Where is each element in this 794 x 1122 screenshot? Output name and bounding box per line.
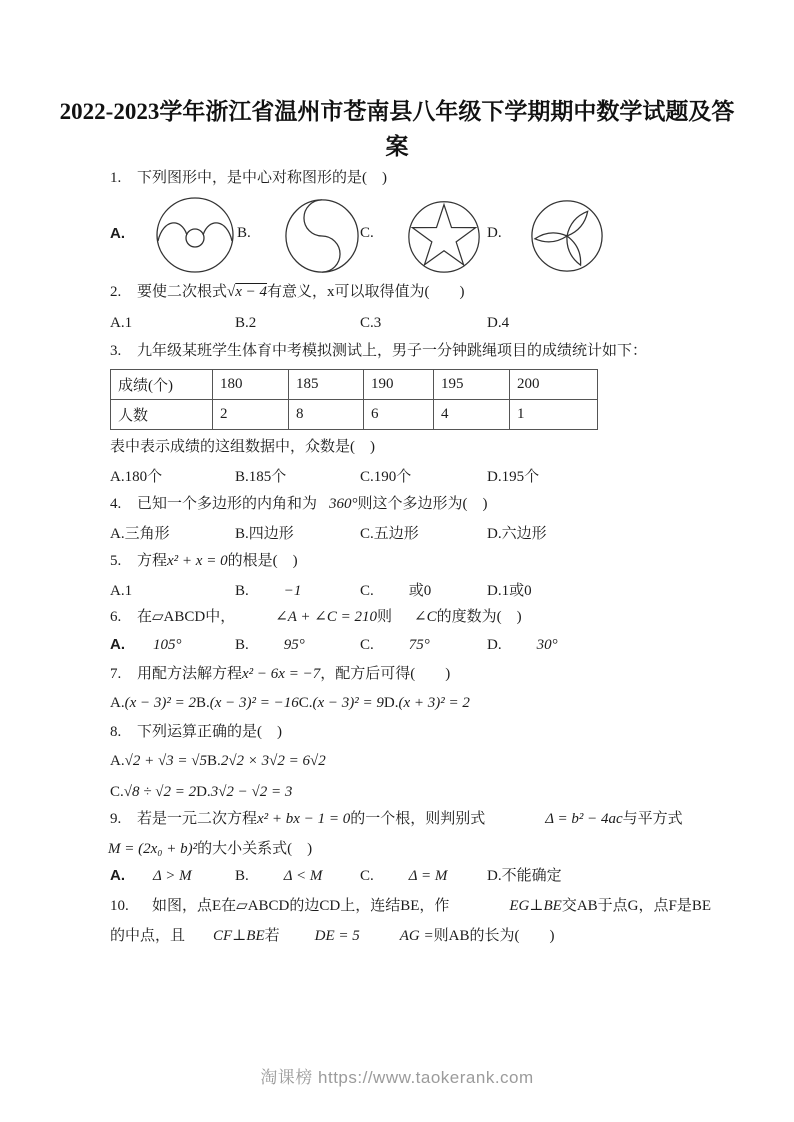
option-c-value: 或0 — [408, 583, 432, 599]
question-7-formula: x² − 6x = −7 — [242, 666, 321, 682]
question-10-text-pre: 如图，点E在▱ABCD的边CD上，连结BE，作 — [152, 898, 450, 914]
option-b: B.185个 — [235, 469, 287, 485]
table-cell: 185 — [289, 370, 364, 400]
option-d: D.195个 — [487, 469, 540, 485]
figure-label-d: D. — [487, 225, 502, 241]
option-a: A.180个 — [110, 469, 163, 485]
question-3-options — [110, 467, 540, 487]
question-10-formula3: DE = 5 — [314, 928, 360, 944]
question-10-line2 — [110, 926, 554, 946]
question-8-options-ab — [110, 751, 326, 771]
question-8 — [110, 722, 282, 742]
option-a — [110, 868, 192, 884]
question-1-number: 1. — [110, 170, 122, 186]
table-cell: 成绩(个) — [111, 370, 213, 400]
option-c-letter: C. — [298, 695, 313, 711]
option-b-formula: 2√2 × 3√2 = 6√2 — [220, 753, 326, 769]
question-4-text-post: 则这个多边形为( ) — [357, 496, 488, 512]
question-9-line2-text: 的大小关系式( ) — [197, 841, 313, 857]
question-6-mid: 则 — [377, 609, 393, 625]
question-2-text-post: 有意义，x可以取得值为( ) — [267, 284, 465, 300]
option-b-value: −1 — [283, 583, 302, 599]
option-a-formula: √2 + √3 = √5 — [124, 753, 208, 769]
footer-link[interactable]: 淘课榜 https://www.taokerank.com — [260, 1068, 534, 1087]
question-9-line2 — [108, 839, 312, 859]
question-5-text-pre: 方程 — [137, 553, 168, 569]
option-c-letter: C. — [110, 784, 124, 800]
option-b — [235, 581, 301, 601]
option-d-formula: (x + 3)² = 2 — [398, 695, 470, 711]
question-1-figures — [0, 195, 794, 279]
table-cell: 6 — [364, 400, 434, 430]
option-c-value: Δ = M — [408, 868, 448, 884]
question-8-options-cd — [110, 782, 292, 802]
score-table — [110, 369, 598, 430]
option-a: A.1 — [110, 583, 133, 599]
table-row-counts — [111, 400, 598, 430]
question-1 — [110, 168, 387, 188]
question-6-text-post: 的度数为( ) — [436, 609, 522, 625]
option-c-formula: √8 ÷ √2 = 2 — [123, 784, 197, 800]
option-d-letter: D. — [487, 637, 502, 653]
question-6 — [110, 607, 522, 627]
option-d: D.4 — [487, 315, 510, 331]
option-c: C.五边形 — [360, 526, 419, 542]
table-cell: 200 — [510, 370, 598, 400]
figure-label-a: A. — [110, 225, 125, 242]
sqrt-sign: √ — [227, 284, 236, 300]
option-d-formula: 3√2 − √2 = 3 — [210, 784, 293, 800]
question-7-text-pre: 用配方法解方程 — [137, 666, 243, 682]
table-cell: 190 — [364, 370, 434, 400]
figure-label-c: C. — [360, 225, 374, 241]
question-5-number: 5. — [110, 553, 122, 569]
option-c-letter: C. — [360, 583, 374, 599]
option-b-letter: B. — [235, 583, 249, 599]
option-a-letter: A. — [110, 636, 125, 653]
question-7-text-post: ，配方后可得( ) — [320, 666, 451, 682]
question-10-line2-pre: 的中点，且 — [110, 928, 186, 944]
figure-label-b: B. — [237, 225, 251, 241]
page-title — [0, 94, 794, 164]
table-cell: 195 — [434, 370, 510, 400]
question-7-options — [110, 693, 470, 713]
option-c — [360, 635, 430, 655]
question-3-number: 3. — [110, 343, 122, 359]
question-4-text-pre: 已知一个多边形的内角和为 — [137, 496, 318, 512]
option-a-letter: A. — [110, 753, 125, 769]
question-10-line1 — [110, 896, 711, 916]
option-b-value: 95° — [283, 637, 305, 653]
question-9-text-pre: 若是一元二次方程 — [137, 811, 258, 827]
question-10-line2-post: 则AB的长为( ) — [433, 928, 555, 944]
question-10-formula1: EG⊥BE — [509, 898, 562, 914]
question-9-text-post: 与平方式 — [622, 811, 683, 827]
option-c-letter: C. — [360, 637, 374, 653]
question-5-text-post: 的根是( ) — [227, 553, 298, 569]
option-c: C.3 — [360, 315, 382, 331]
question-4-formula: 360° — [329, 496, 358, 512]
question-6-options — [110, 635, 558, 655]
question-9-mid: 的一个根，则判别式 — [350, 811, 486, 827]
option-a-formula: (x − 3)² = 2 — [124, 695, 196, 711]
option-b-letter: B. — [235, 637, 249, 653]
question-1-text: 下列图形中，是中心对称图形的是( ) — [137, 170, 387, 186]
option-c-letter: C. — [360, 868, 374, 884]
table-cell: 8 — [289, 400, 364, 430]
option-d-value: 30° — [536, 637, 558, 653]
question-3-after-table — [110, 437, 375, 457]
option-c-value: 75° — [408, 637, 430, 653]
question-3-text: 九年级某班学生体育中考模拟测试上，男子一分钟跳绳项目的成绩统计如下： — [137, 343, 648, 359]
question-5 — [110, 551, 298, 571]
question-10-text-post: 交AB于点G，点F是BE — [561, 898, 712, 914]
option-b: B.2 — [235, 315, 257, 331]
option-b-letter: B. — [235, 868, 249, 884]
question-9-formula2: Δ = b² − 4ac — [545, 811, 623, 827]
site-footer — [0, 1063, 794, 1088]
question-7 — [110, 664, 450, 684]
question-5-formula: x² + x = 0 — [167, 553, 228, 569]
question-10-formula2: CF⊥BE — [213, 928, 265, 944]
option-d: D.不能确定 — [487, 868, 562, 884]
question-10-formula4: AG = — [399, 928, 434, 944]
page-title-line2: 案 — [385, 134, 409, 159]
option-a-value: 105° — [153, 637, 182, 653]
question-10-number: 10. — [110, 898, 129, 914]
table-cell: 4 — [434, 400, 510, 430]
option-a: A.1 — [110, 315, 133, 331]
table-cell: 2 — [213, 400, 289, 430]
page-title-line1: 2022-2023学年浙江省温州市苍南县八年级下学期期中数学试题及答 — [59, 99, 735, 124]
option-c: C.190个 — [360, 469, 412, 485]
question-2-text-pre: 要使二次根式 — [137, 284, 228, 300]
question-10-mid: 若 — [264, 928, 280, 944]
question-7-number: 7. — [110, 666, 122, 682]
option-b: B.四边形 — [235, 526, 294, 542]
question-4 — [110, 494, 488, 514]
option-b-value: Δ < M — [283, 868, 323, 884]
table-cell: 1 — [510, 400, 598, 430]
question-2-number: 2. — [110, 284, 122, 300]
sqrt-radicand: x − 4 — [235, 284, 268, 300]
figure-d-trefoil-in-circle — [528, 197, 606, 275]
option-d-letter: D. — [383, 695, 399, 711]
option-b-formula: (x − 3)² = −16 — [209, 695, 299, 711]
table-cell: 180 — [213, 370, 289, 400]
question-6-text-pre: 在▱ABCD中， — [137, 609, 236, 625]
option-b-letter: B. — [195, 695, 210, 711]
option-b-letter: B. — [207, 753, 221, 769]
option-c-formula: (x − 3)² = 9 — [312, 695, 384, 711]
table-cell: 人数 — [111, 400, 213, 430]
option-b — [235, 866, 322, 886]
figure-b-yin-yang — [283, 197, 361, 275]
question-3-after-text: 表中表示成绩的这组数据中，众数是( ) — [110, 439, 375, 455]
question-9-line1 — [110, 809, 683, 829]
question-5-options — [110, 581, 532, 601]
question-9-formula3: M = (2x₀ + b)² — [108, 841, 198, 857]
question-3 — [110, 341, 647, 361]
question-4-options — [110, 524, 547, 544]
question-2 — [110, 282, 465, 302]
question-9-formula1: x² + bx − 1 = 0 — [257, 811, 351, 827]
question-2-options — [110, 313, 510, 333]
question-4-number: 4. — [110, 496, 122, 512]
option-d-letter: D. — [196, 784, 211, 800]
option-d: D.1或0 — [487, 583, 532, 599]
option-d: D.六边形 — [487, 526, 547, 542]
question-6-formula2: ∠C — [414, 609, 437, 625]
figure-a-arcs-in-circle — [155, 195, 235, 275]
option-a-value: Δ > M — [153, 868, 192, 884]
option-c — [360, 581, 431, 601]
option-c — [360, 866, 447, 886]
option-a: A.三角形 — [110, 526, 170, 542]
question-8-number: 8. — [110, 724, 122, 740]
figure-c-star-in-circle — [406, 198, 482, 274]
question-6-number: 6. — [110, 609, 122, 625]
option-a — [110, 637, 182, 653]
option-a-letter: A. — [110, 867, 125, 884]
option-a-letter: A. — [110, 695, 125, 711]
question-8-text: 下列运算正确的是( ) — [137, 724, 282, 740]
question-9-options — [110, 866, 562, 886]
question-9-number: 9. — [110, 811, 122, 827]
option-d — [487, 635, 558, 655]
question-6-formula1: ∠A + ∠C = 210 — [275, 609, 377, 625]
option-b — [235, 635, 305, 655]
table-row-scores — [111, 370, 598, 400]
